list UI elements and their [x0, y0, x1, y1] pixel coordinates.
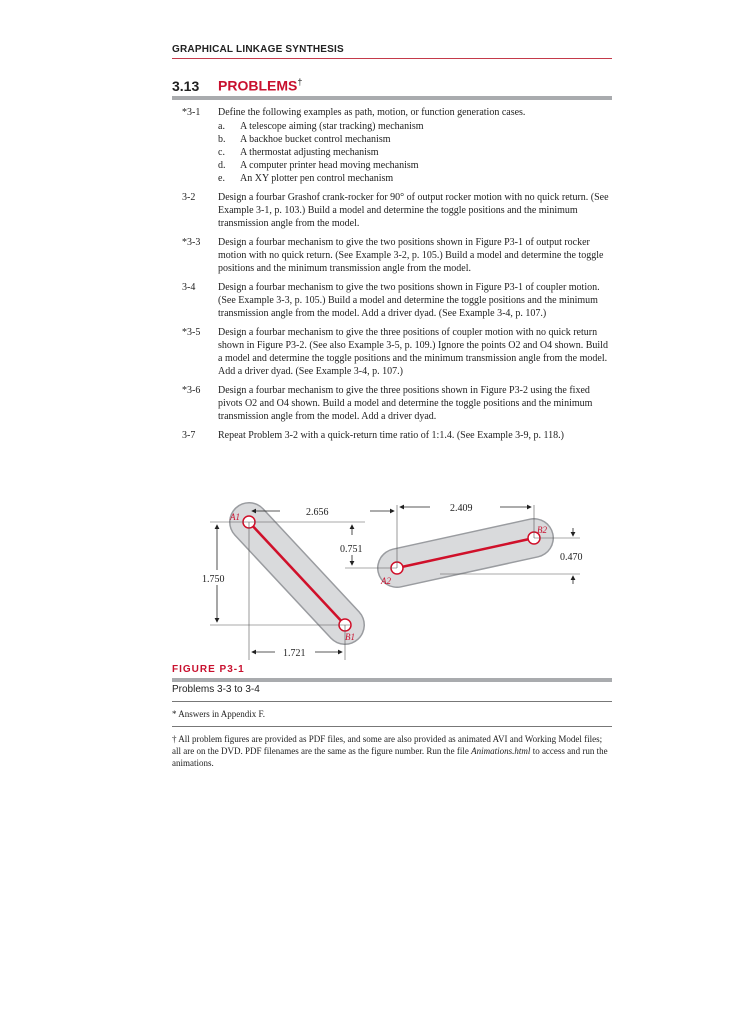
problem-number: *3-1	[182, 106, 201, 118]
problem-3-7	[172, 429, 612, 442]
item-label: e.	[218, 172, 225, 184]
footnote-files	[172, 733, 612, 769]
list-item	[218, 146, 612, 159]
footnote-rule	[172, 701, 612, 702]
caption-bar	[172, 678, 612, 682]
list-item	[218, 120, 612, 133]
page-content	[172, 40, 612, 442]
problem-number: *3-3	[182, 236, 201, 248]
dim-1750: 1.750	[202, 574, 225, 585]
header-rule	[172, 58, 612, 59]
label-b1: B1	[345, 632, 355, 642]
problem-text: Define the following examples as path, motion, or function generation cases.	[218, 106, 526, 118]
list-item	[218, 133, 612, 146]
list-item	[218, 172, 612, 185]
problem-number: 3-7	[182, 429, 196, 441]
footnote-text: † All problem figures are provided as PDF files, and some are also provided as animated AVI and Working Model files; all are on the DVD. PDF filenames are the same as the figure number. Run the file	[172, 734, 603, 756]
label-a2: A2	[381, 576, 391, 586]
problem-number: *3-5	[182, 326, 201, 338]
problem-number: 3-4	[182, 281, 196, 293]
problem-text: Design a fourbar mechanism to give the three positions shown in Figure P3-2 using the fixed pivots O2 and O4 shown. Build a model and determine the toggle positions and the minimum transmission angle from the model. Add a driver dyad.	[218, 384, 593, 422]
section-dagger: †	[297, 77, 303, 87]
item-text: A backhoe bucket control mechanism	[240, 133, 391, 145]
problem-text: Design a fourbar mechanism to give the two positions shown in Figure P3-1 of coupler motion. (See Example 3-3, p. 105.) Build a model and determine the toggle positions and the minimum transmission angle from the model. Add a driver dyad. (See Example 3-4, p. 107.)	[218, 281, 600, 319]
dim-0470: 0.470	[560, 552, 583, 563]
footnote-text: to access and run the animations.	[172, 746, 608, 768]
problem-text: Design a fourbar Grashof crank-rocker for 90° of output rocker motion with no quick return. (See Example 3-1, p. 103.) Build a model and determine the toggle positions and the minimum transmission angle from the model.	[218, 191, 609, 229]
problem-text: Design a fourbar mechanism to give the three positions of coupler motion with no quick return shown in Figure P3-2. (See also Example 3-5, p. 109.) Ignore the points O2 and O4 shown. Build a model and determine the toggle positions and the minimum transmission angle from the model. Add a driver dyad. (See Example 3-4, p. 107.)	[218, 326, 608, 377]
section-number: 3.13	[172, 77, 200, 94]
item-label: d.	[218, 159, 226, 171]
problem-text: Repeat Problem 3-2 with a quick-return time ratio of 1:1.4. (See Example 3-9, p. 118.)	[218, 429, 564, 441]
dim-1721: 1.721	[283, 648, 306, 659]
problem-3-5	[172, 326, 612, 378]
footnote-rule	[172, 726, 612, 727]
link-position-2	[391, 532, 540, 574]
problem-number: 3-2	[182, 191, 196, 203]
problem-3-2	[172, 191, 612, 230]
link-line	[249, 522, 345, 625]
problem-3-3	[172, 236, 612, 275]
footnote-answers: * Answers in Appendix F.	[172, 709, 266, 719]
item-label: a.	[218, 120, 225, 132]
problem-3-6	[172, 384, 612, 423]
figure-subtitle: Problems 3-3 to 3-4	[172, 684, 260, 695]
section-title: PROBLEMS	[218, 77, 298, 94]
item-text: An XY plotter pen control mechanism	[240, 172, 394, 184]
figure-caption	[172, 664, 612, 769]
figure-p3-1	[180, 490, 620, 660]
problem-3-4	[172, 281, 612, 320]
footnote-filename: Animations.html	[471, 746, 531, 756]
problem-text: Design a fourbar mechanism to give the two positions shown in Figure P3-1 of output rocker motion with no quick return. (See Example 3-2, p. 105.) Build a model and determine the toggle positions and the minimum transmission angle from the model.	[218, 236, 604, 274]
link-position-1	[243, 516, 351, 631]
item-text: A telescope aiming (star tracking) mechanism	[240, 120, 424, 132]
item-label: c.	[218, 146, 225, 158]
item-label: b.	[218, 133, 226, 145]
figure-title: FIGURE P3-1	[172, 664, 245, 675]
problem-3-1	[172, 106, 612, 185]
item-text: A computer printer head moving mechanism	[240, 159, 419, 171]
dim-2409: 2.409	[450, 503, 473, 514]
section-bar	[172, 96, 612, 100]
dim-2656: 2.656	[306, 507, 329, 518]
section-heading	[172, 77, 612, 94]
label-b2: B2	[537, 525, 547, 535]
list-item	[218, 159, 612, 172]
dim-0751: 0.751	[340, 544, 363, 555]
running-header: GRAPHICAL LINKAGE SYNTHESIS	[172, 44, 344, 55]
item-text: A thermostat adjusting mechanism	[240, 146, 379, 158]
problem-number: *3-6	[182, 384, 201, 396]
label-a1: A1	[230, 512, 240, 522]
